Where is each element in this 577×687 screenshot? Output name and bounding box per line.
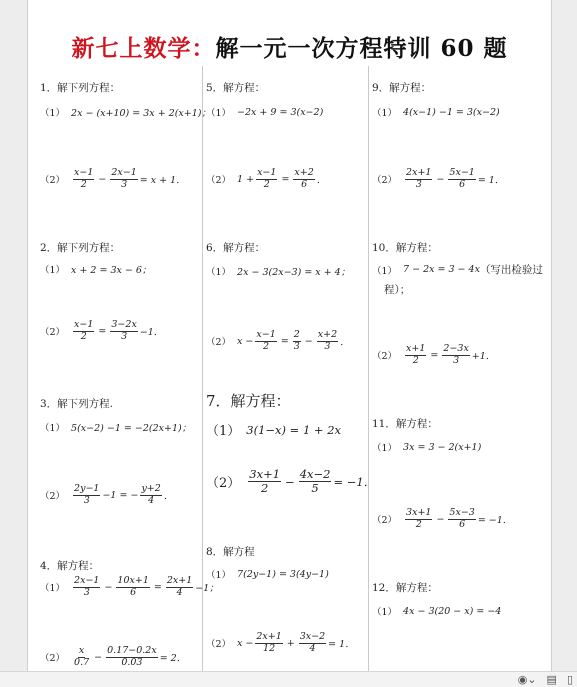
equation-line: （1） 3x = 3 − 2(x+1) bbox=[372, 441, 482, 454]
fraction: $\frac{3x-2}{4}$ bbox=[299, 631, 326, 654]
fraction: $\frac{5x-3}{6}$ bbox=[449, 507, 475, 530]
fraction: $\frac{2x-1}{3}$ bbox=[74, 575, 100, 598]
problem-3 bbox=[40, 396, 200, 506]
equation-line: （1） 2x − (x+10) = 3x + 2(x+1)； bbox=[40, 108, 211, 119]
problem-heading: 2．解下列方程： bbox=[40, 242, 121, 254]
equation-line: （2） x − $\frac{x-1}{2}$ = $\frac{2}{3}$ − $\frac{x+2}{3}$ ． bbox=[206, 329, 350, 352]
equation-line: （1） $\frac{2x-1}{3}$ − $\frac{10x+1}{6}$ = $\frac{2x+1}{4}$ −1； bbox=[40, 575, 219, 598]
problem-heading: 9．解方程： bbox=[372, 82, 432, 94]
problem-heading: 10．解方程： bbox=[372, 242, 438, 254]
page-layout-icon[interactable]: ▤ bbox=[546, 673, 557, 686]
equation-line: （1） 4x − 3(20 − x) = −4 bbox=[372, 605, 502, 618]
fraction: $\frac{x+1}{2}$ bbox=[406, 343, 426, 366]
equation-line: （2） $\frac{3x+1}{2}$ − $\frac{5x-3}{6}$ = −1． bbox=[372, 507, 513, 530]
equation-line: （1） 7 − 2x = 3 − 4x （写出检验过 bbox=[372, 264, 543, 277]
fraction: $\frac{10x+1}{6}$ bbox=[117, 575, 149, 598]
equation-line: （2） $\frac{x}{0.7}$ − $\frac{0.17-0.2x}{0.03}$ = 2． bbox=[40, 645, 187, 668]
problem-7 bbox=[206, 390, 376, 496]
column-1 bbox=[40, 68, 219, 672]
equation-line: （2） $\frac{x-1}{2}$ − $\frac{2x-1}{3}$ = x + 1． bbox=[40, 167, 186, 190]
fraction: $\frac{2x+1}{12}$ bbox=[256, 631, 282, 654]
problem-12 bbox=[372, 580, 542, 618]
equation-line: （1） 4(x−1) −1 = 3(x−2) bbox=[372, 106, 500, 119]
problem-8 bbox=[206, 544, 366, 654]
panel-icon[interactable]: ▯ bbox=[566, 673, 573, 686]
equation-line: （2） $\frac{x-1}{2}$ = $\frac{3-2x}{3}$ −1． bbox=[40, 319, 164, 342]
title-red-part: 新七上数学： bbox=[71, 35, 216, 62]
problem-heading: 11．解方程： bbox=[372, 418, 438, 430]
column-divider bbox=[368, 66, 369, 672]
problem-heading: 8．解方程 bbox=[206, 546, 255, 558]
equation-line: （1） 5(x−2) −1 = −2(2x+1)； bbox=[40, 423, 192, 434]
problem-5 bbox=[206, 80, 366, 190]
column-2 bbox=[206, 68, 376, 672]
fraction: $\frac{x+2}{3}$ bbox=[317, 329, 338, 352]
fraction: $\frac{2-3x}{3}$ bbox=[443, 343, 469, 366]
fraction: $\frac{x-1}{2}$ bbox=[74, 319, 94, 342]
page-title bbox=[28, 30, 551, 63]
column-3 bbox=[372, 68, 542, 672]
problem-2 bbox=[40, 240, 200, 342]
problem-10 bbox=[372, 240, 543, 366]
equation-line: （1） 2x − 3(2x−3) = x + 4； bbox=[206, 267, 351, 278]
fraction: $\frac{x+2}{6}$ bbox=[294, 167, 314, 190]
problem-heading: 4．解方程： bbox=[40, 560, 100, 572]
problem-heading: 12．解方程： bbox=[372, 582, 438, 594]
fraction: $\frac{x}{0.7}$ bbox=[74, 645, 90, 668]
equation-line: （2） x − $\frac{2x+1}{12}$ + $\frac{3x-2}{4}$ = 1． bbox=[206, 631, 355, 654]
fraction: $\frac{3-2x}{3}$ bbox=[111, 319, 137, 342]
problem-9 bbox=[372, 80, 542, 190]
problem-6 bbox=[206, 240, 366, 352]
fraction: $\frac{x-1}{2}$ bbox=[257, 167, 277, 190]
fraction: $\frac{x-1}{2}$ bbox=[256, 329, 276, 352]
equation-line: （2） $\frac{2x+1}{3}$ − $\frac{5x-1}{6}$ = 1． bbox=[372, 167, 505, 190]
problem-heading: 1．解下列方程： bbox=[40, 82, 121, 94]
problem-heading: 3．解下列方程. bbox=[40, 398, 114, 410]
fraction: $\frac{0.17-0.2x}{0.03}$ bbox=[107, 645, 157, 668]
problem-4 bbox=[40, 558, 219, 668]
equation-note: 程）； bbox=[384, 284, 411, 296]
problem-heading: 6．解方程： bbox=[206, 242, 266, 254]
fraction: $\frac{3x+1}{2}$ bbox=[406, 507, 432, 530]
fraction: $\frac{2x+1}{4}$ bbox=[166, 575, 193, 598]
problem-heading: 5．解方程： bbox=[206, 82, 266, 94]
fraction: $\frac{3x+1}{2}$ bbox=[249, 467, 281, 496]
fraction: $\frac{2y-1}{3}$ bbox=[74, 483, 100, 506]
fraction: $\frac{2x-1}{3}$ bbox=[111, 167, 137, 190]
fraction: $\frac{5x-1}{6}$ bbox=[449, 167, 475, 190]
equation-line: （2） $\frac{2y-1}{3}$ −1 = − $\frac{y+2}{4}$ ． bbox=[40, 483, 174, 506]
equation-line: （2） $\frac{x+1}{2}$ = $\frac{2-3x}{3}$ +1． bbox=[372, 343, 496, 366]
document-page bbox=[27, 0, 552, 672]
fraction: $\frac{y+2}{4}$ bbox=[141, 483, 161, 506]
status-bar bbox=[0, 671, 577, 687]
equation-line: （2） 1 + $\frac{x-1}{2}$ = $\frac{x+2}{6}$ ． bbox=[206, 167, 327, 190]
eye-icon[interactable]: ◉⌄ bbox=[517, 673, 537, 686]
problem-heading: 7．解方程： bbox=[206, 392, 291, 410]
equation-line: （1） x + 2 = 3x − 6； bbox=[40, 265, 152, 276]
fraction: $\frac{2}{3}$ bbox=[293, 329, 300, 352]
fraction: $\frac{4x-2}{5}$ bbox=[299, 467, 331, 496]
fraction: $\frac{2x+1}{3}$ bbox=[406, 167, 432, 190]
problem-1 bbox=[40, 80, 211, 190]
problem-11 bbox=[372, 416, 542, 530]
title-main-part: 解一元一次方程特训 60 题 bbox=[215, 35, 508, 62]
equation-line: （1） 7(2y−1) = 3(4y−1) bbox=[206, 568, 329, 581]
equation-line: （1） −2x + 9 = 3(x−2) bbox=[206, 106, 324, 119]
equation-line: （1） 3(1−x) = 1 + 2x bbox=[206, 422, 342, 439]
equation-line: （2） $\frac{3x+1}{2}$ − $\frac{4x-2}{5}$ = −1． bbox=[206, 467, 376, 496]
fraction: $\frac{x-1}{2}$ bbox=[74, 167, 94, 190]
